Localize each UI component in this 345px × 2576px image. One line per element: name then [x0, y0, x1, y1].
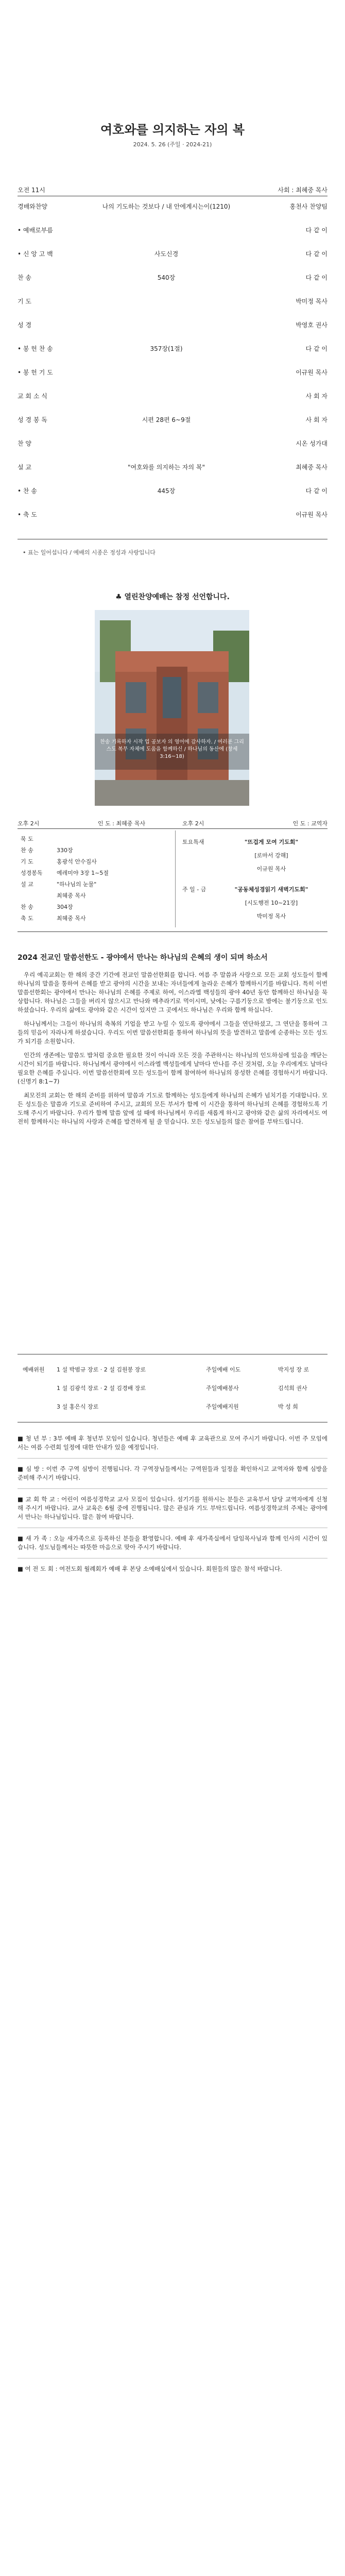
- schedule-content: 홍광석 안수집사: [57, 858, 97, 865]
- worship-row-leader: 박미정 목사: [296, 298, 327, 305]
- schedule-item: 설 교: [21, 881, 33, 888]
- duty-members: 1 설 김광석 장로 · 2 설 김경배 장로: [57, 1385, 146, 1392]
- worship-time-label: 오전 11시: [18, 187, 45, 194]
- schedule-item: [182, 899, 215, 907]
- article-paragraph: 최모진의 교회는 한 해의 준비를 위하여 말씀과 기도로 함께하는 성도들에게 하나님의 은혜가 넘치기를 기대합니다. 모든 성도들은 말씀과 기도로 준비하여 주시고, 교회의 모든 부서가 함께 이 시간을 통하여 하나님의 은혜를 경험하도록 기도해 주시기 바랍니다. 우리가 함께 말씀 앞에 설 때에 하나님께서 우리를 새롭게 하시고 광야와 같은 삶의 자리에서도 여전히 함께하시는 하나님의 사랑과 은혜를 발견하게 될 줄 믿습니다. 모든 성도님들의 많은 참여를 부탁드립니다.: [18, 1092, 327, 1125]
- duty-role-value: 김석희 권사: [278, 1385, 307, 1392]
- schedule-content: [로마서 강해]: [254, 852, 288, 859]
- news-item: ■ 새 가 족 : 오늘 새가족으로 등록하신 분들을 환영합니다. 예배 후 새가족실에서 담임목사님과 함께 인사의 시간이 있습니다. 성도님들께서는 따뜻한 마음으로 맞아 주시기 바랍니다.: [18, 1535, 327, 1551]
- schedule-right-label: 오후 2시: [182, 820, 204, 827]
- worship-note: • 표는 일어섭니다 / 예배의 시종은 정성과 사랑입니다: [23, 549, 156, 556]
- schedule-right-row: [182, 899, 327, 907]
- schedule-top-rule: [18, 828, 327, 829]
- worship-row: [18, 344, 327, 353]
- worship-row-item: • 축 도: [18, 511, 37, 518]
- worship-row: [18, 463, 327, 471]
- worship-row-leader: 다 같 이: [305, 345, 327, 352]
- schedule-left-row: [21, 846, 170, 854]
- schedule-item: 찬 송: [21, 904, 33, 910]
- worship-row-item: 기 도: [18, 298, 31, 305]
- worship-row: [18, 510, 327, 519]
- worship-row-leader: 박영호 권사: [296, 321, 327, 329]
- schedule-right-row: [182, 912, 327, 920]
- schedule-left-row: [21, 835, 170, 843]
- worship-row-leader: 홍천사 찬양팀: [289, 203, 327, 210]
- schedule-item: 성경봉독: [21, 870, 43, 876]
- article-paragraph: 우리 예곡교회는 한 해의 중간 기간에 전교인 말씀선한회를 합니다. 여름 주 말씀과 사랑으로 모든 교회 성도들이 함께 하나님의 말씀을 통하여 은혜를 받고 광야의 시간을 보내는 자녀들에게 놀라운 은혜가 함께하시기를 바랍니다. 특히 이번 말씀선한회는 광야에서 만나는 하나님의 은혜를 주제로 하여, 이스라엘 백성들의 광야 40년 동안 함께하신 하나님을 묵상합니다. 하나님은 그들을 버리지 않으시고 만나와 메추라기로 먹이시며, 낮에는 구름기둥으로 밤에는 불기둥으로 인도하셨습니다. 우리의 삶에도 광야와 같은 시간이 있지만 그 곳에서도 하나님은 우리와 함께 하십니다.: [18, 971, 327, 1013]
- duty-role-label: 주일예배지원: [206, 1403, 239, 1410]
- duty-role-label: 주일예배봉사: [206, 1385, 239, 1392]
- worship-row-item: 성 경 봉 독: [18, 416, 47, 423]
- schedule-content: 304장: [57, 904, 73, 910]
- news-item: ■ 청 년 부 : 3부 예배 후 청년부 모임이 있습니다. 청년들은 예배 후 교육관으로 모여 주시기 바랍니다. 이번 주 모임에서는 여름 수련회 일정에 대한 안내가 있을 예정입니다.: [18, 1435, 327, 1451]
- schedule-item: [21, 891, 57, 900]
- schedule-right-row: [182, 838, 327, 846]
- bulletin-date: 2024. 5. 26 (주일 · 2024-21): [133, 141, 212, 148]
- worship-row-content: 445장: [157, 487, 176, 495]
- worship-row-leader: 시온 성가대: [296, 440, 327, 447]
- worship-row: [18, 486, 327, 495]
- church-photo: [95, 610, 249, 806]
- schedule-item: 기 도: [21, 858, 33, 865]
- worship-row: [18, 368, 327, 377]
- article-heading: 2024 전교인 말씀선한도 - 광야에서 만나는 하나님의 은혜의 생이 되며 하소서: [18, 954, 268, 962]
- schedule-content: 최혜중 목사: [57, 915, 86, 922]
- schedule-content: 330장: [57, 847, 73, 854]
- schedule-content: "하나님의 눈물": [57, 881, 97, 888]
- worship-row-leader: 다 같 이: [305, 250, 327, 258]
- bulletin-title: 여호와를 의지하는 자의 복: [100, 122, 245, 137]
- schedule-item: 주 일 - 금: [182, 886, 206, 893]
- schedule-bottom-rule: [18, 931, 327, 932]
- duty-role-label: 주일예배 이도: [206, 1366, 241, 1373]
- worship-row-item: • 신 앙 고 백: [18, 250, 53, 258]
- worship-row-content: "여호와를 의지하는 자의 복": [128, 464, 205, 471]
- schedule-left-label: 오후 2시: [18, 820, 40, 827]
- schedule-item: [182, 865, 215, 873]
- schedule-content: [시도행전 10~21장]: [245, 900, 298, 906]
- worship-row: [18, 320, 327, 329]
- worship-row-content: 시편 28편 6~9절: [142, 416, 191, 423]
- schedule-divider: [175, 831, 176, 927]
- schedule-item: 토요특새: [182, 839, 204, 845]
- worship-row-item: 설 교: [18, 464, 31, 471]
- worship-row: [18, 249, 327, 258]
- worship-row: [18, 273, 327, 282]
- article-body: [18, 971, 327, 1131]
- worship-row-leader: 다 같 이: [305, 487, 327, 495]
- schedule-content: "공동체성경읽기 새벽기도회": [234, 886, 308, 893]
- worship-row-leader: 다 같 이: [305, 274, 327, 281]
- worship-row: [18, 202, 327, 211]
- schedule-item: 묵 도: [21, 836, 33, 842]
- church-building-image: [95, 610, 249, 806]
- schedule-item: [182, 851, 215, 859]
- photo-caption: 찬송 기록하자 시작 업 공보자 의 영어에 감사하자. / 여러분 그리스도 복무 자체에 도움을 함께하신 / 하나님의 동산에 (창세 3:16~18): [100, 739, 244, 759]
- worship-row-leader: 이규원 목사: [296, 369, 327, 376]
- schedule-left-row: [21, 914, 170, 922]
- worship-row-leader: 다 같 이: [305, 227, 327, 234]
- duty-label: 예배위원: [23, 1366, 45, 1373]
- worship-row: [18, 439, 327, 448]
- duty-members: 1 설 박범규 장로 · 2 설 김원봉 장로: [57, 1366, 146, 1373]
- schedule-right-leader: 인 도 : 교역자: [292, 820, 327, 827]
- news-item: ■ 여 전 도 회 : 여전도회 월례회가 예배 후 본당 소예배실에서 있습니다. 회원들의 많은 참석 바랍니다.: [18, 1565, 282, 1572]
- schedule-left-leader: 인 도 : 최혜중 목사: [98, 820, 146, 827]
- duty-role-value: 박지성 장 로: [278, 1366, 309, 1373]
- worship-row-item: 성 경: [18, 321, 31, 329]
- worship-row-item: • 봉 헌 기 도: [18, 369, 53, 376]
- worship-row-item: 찬 송: [18, 274, 31, 281]
- schedule-item: 찬 송: [21, 847, 33, 854]
- photo-title: ♣ 열린찬양예배는 참정 선언합니다.: [115, 593, 230, 601]
- worship-row-item: 경배와찬양: [18, 203, 47, 210]
- worship-row-leader: 최혜중 목사: [296, 464, 327, 471]
- schedule-content: 이규원 목사: [256, 866, 286, 872]
- schedule-item: 축 도: [21, 915, 33, 922]
- worship-leader-label: 사회 : 최혜중 목사: [278, 187, 327, 194]
- worship-row-content: 나의 기도하는 것보다 / 내 안에계시는이(1210): [102, 203, 231, 210]
- worship-row-item: 교 회 소 식: [18, 393, 47, 400]
- schedule-right-row: [182, 865, 327, 873]
- article-paragraph: 인간의 생존에는 말씀도 밥처럼 중요한 필요한 것이 아니라 모든 것을 주관하시는 하나님의 인도하심에 있음을 깨닫는 시간이 되기를 바랍니다. 하나님께서 광야에서 이스라엘 백성들에게 날마다 만나를 주신 것처럼, 오늘 우리에게도 날마다 필요한 은혜를 주십니다. 이번 말씀선한회에 모든 성도들이 함께 참여하여 하나님의 풍성한 은혜를 경험하시기 바랍니다. (신명기 8:1~7): [18, 1052, 327, 1085]
- worship-row-content: 사도신경: [154, 250, 179, 258]
- schedule-left-row: [21, 880, 170, 888]
- worship-row-item: • 예배로부름: [18, 227, 53, 234]
- news-list: [18, 1434, 327, 1580]
- worship-row: [18, 226, 327, 234]
- schedule-content: 최혜중 목사: [57, 892, 86, 899]
- worship-row-leader: 이규원 목사: [296, 511, 327, 518]
- schedule-left-row: [21, 869, 170, 877]
- article-paragraph: 하나님께서는 그들이 하나님의 축복의 기업을 받고 누릴 수 있도록 광야에서 그들을 연단하셨고, 그 연단을 통하여 그들의 믿음이 자라나게 하셨습니다. 우리도 이번 말씀선한회를 통하여 하나님의 뜻을 발견하고 말씀에 순종하는 모든 성도가 되기를 소원합니다.: [18, 1020, 327, 1045]
- worship-row: [18, 297, 327, 306]
- worship-row-leader: 사 회 자: [305, 416, 327, 423]
- news-item: ■ 교 회 학 교 : 어린이 여름성경학교 교사 모집이 있습니다. 섬기기를 원하시는 분들은 교육부서 담당 교역자에게 신청해 주시기 바랍니다. 교사 교육은 6월 중에 진행됩니다. 많은 관심과 기도 부탁드립니다. 여름성경학교의 주제는 광야에서 만나는 하나님입니다. 많은 참여 바랍니다.: [18, 1496, 327, 1520]
- worship-row-content: 357장(1절): [150, 345, 183, 352]
- duty-members: 3 설 홍은식 장로: [57, 1403, 99, 1410]
- worship-row-item: • 찬 송: [18, 487, 37, 495]
- schedule-content: 예레미야 3장 1~5절: [57, 870, 109, 876]
- worship-row-leader: 사 회 자: [305, 393, 327, 400]
- schedule-right-row: [182, 851, 327, 859]
- schedule-left-row: [21, 857, 170, 866]
- schedule-right-row: [182, 885, 327, 893]
- worship-row-item: • 봉 헌 찬 송: [18, 345, 53, 352]
- worship-row: [18, 415, 327, 424]
- worship-row-item: 찬 양: [18, 440, 31, 447]
- schedule-content: 박미정 목사: [256, 913, 286, 920]
- worship-row-content: 540장: [157, 274, 176, 281]
- schedule-left-row: [21, 891, 170, 900]
- schedule-left-row: [21, 903, 170, 911]
- news-item: ■ 심 방 : 이번 주 구역 심방이 진행됩니다. 각 구역장님들께서는 구역원들과 일정을 확인하시고 교역자와 함께 심방을 준비해 주시기 바랍니다.: [18, 1465, 327, 1481]
- duty-role-value: 박 성 희: [278, 1403, 298, 1410]
- schedule-item: [182, 912, 215, 920]
- worship-row: [18, 392, 327, 400]
- schedule-content: "뜨겁게 모여 기도회": [244, 839, 299, 845]
